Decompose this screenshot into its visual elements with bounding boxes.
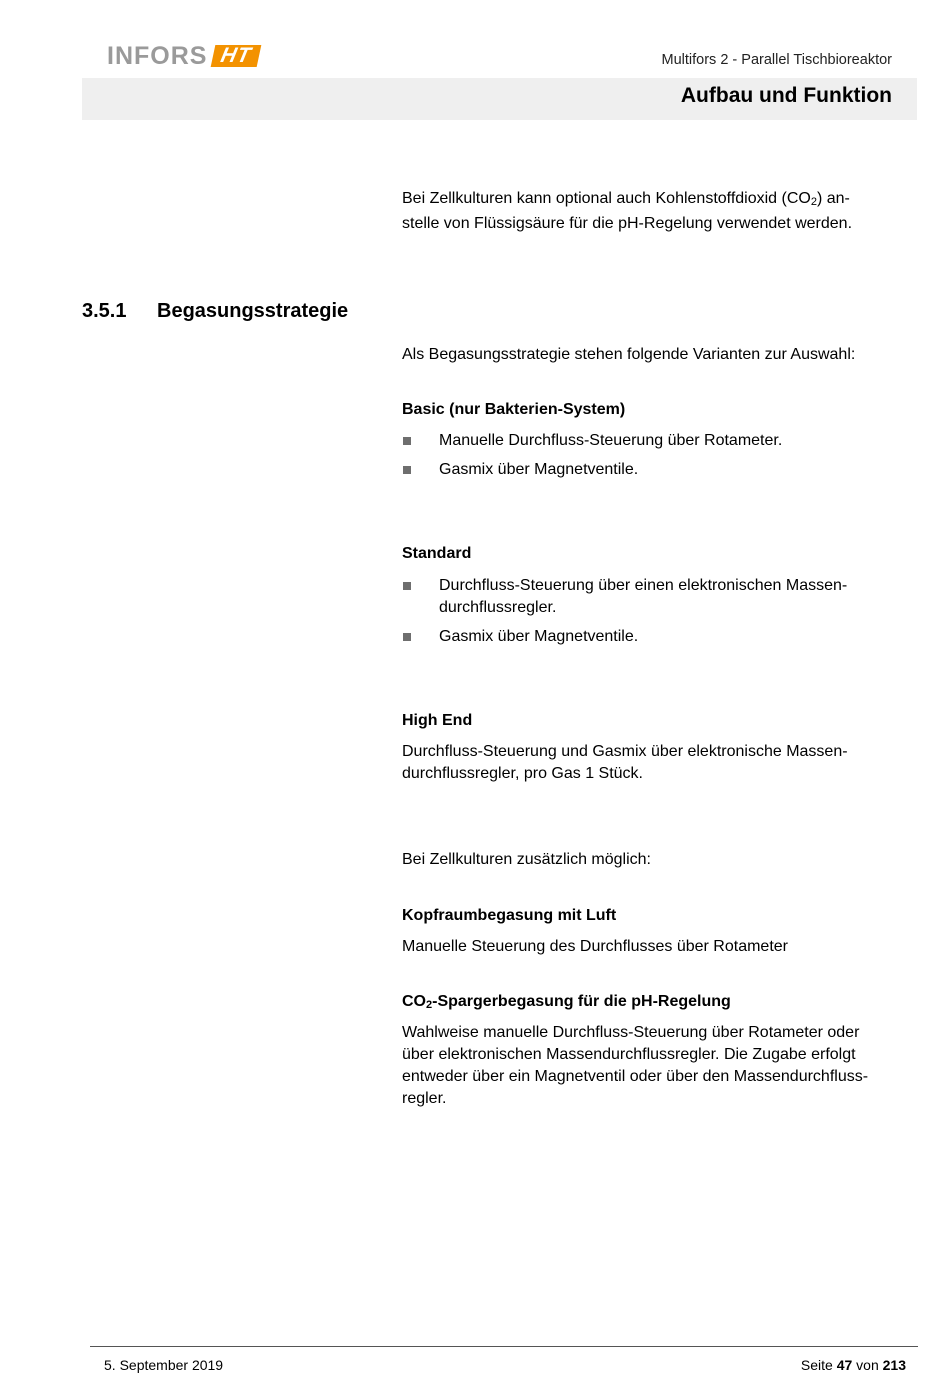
list-item-text: Gasmix über Magnetventile. bbox=[439, 628, 639, 645]
logo-ht-badge: HT bbox=[211, 45, 262, 67]
logo-wordmark: INFORS bbox=[107, 41, 208, 70]
headspace-heading: Kopfraumbegasung mit Luft bbox=[402, 907, 617, 924]
sparger-line: entweder über ein Magnetventil oder über den Massendurchfluss- bbox=[402, 1068, 869, 1085]
headspace-text: Manuelle Steuerung des Durchflusses über Rotameter bbox=[402, 938, 788, 955]
lead-paragraph: Als Begasungsstrategie stehen folgende Varianten zur Auswahl: bbox=[402, 346, 856, 363]
footer-date: 5. September 2019 bbox=[104, 1357, 224, 1373]
page-of: von bbox=[856, 1357, 879, 1373]
page-number bbox=[801, 1357, 906, 1373]
highend-line: Durchfluss-Steuerung und Gasmix über elektronische Massen- bbox=[402, 743, 848, 760]
basic-heading: Basic (nur Bakterien-System) bbox=[402, 401, 626, 418]
bullet-square-icon bbox=[403, 582, 411, 590]
chapter-title: Aufbau und Funktion bbox=[680, 84, 892, 107]
highend-line: durchflussregler, pro Gas 1 Stück. bbox=[402, 765, 643, 782]
intro-line1-end: ) an- bbox=[816, 190, 850, 207]
intro-line2: stelle von Flüssigsäure für die pH-Regelung verwendet werden. bbox=[402, 215, 853, 232]
sparger-heading-text: -Spargerbegasung für die pH-Regelung bbox=[432, 993, 731, 1010]
footer-divider bbox=[90, 1346, 918, 1347]
section-heading bbox=[82, 300, 348, 323]
list-item-text: Gasmix über Magnetventile. bbox=[439, 461, 639, 478]
standard-heading: Standard bbox=[402, 545, 472, 562]
list-item-line: Durchfluss-Steuerung über einen elektronischen Massen- bbox=[439, 577, 848, 594]
sparger-co2-subscript: 2 bbox=[426, 999, 433, 1011]
section-number: 3.5.1 bbox=[82, 300, 127, 322]
highend-heading: High End bbox=[402, 712, 473, 729]
section-title: Begasungsstrategie bbox=[157, 300, 349, 322]
sparger-paragraph bbox=[402, 1022, 912, 1110]
sparger-heading-co: CO bbox=[402, 993, 426, 1010]
list-item-text bbox=[439, 575, 899, 619]
bullet-square-icon bbox=[403, 466, 411, 474]
page-current: 47 bbox=[836, 1357, 853, 1373]
intro-paragraph bbox=[402, 188, 912, 235]
highend-paragraph bbox=[402, 741, 912, 785]
page-prefix: Seite bbox=[800, 1357, 833, 1373]
intro-co2-subscript: 2 bbox=[810, 196, 817, 208]
list-item-line: durchflussregler. bbox=[439, 599, 557, 616]
bullet-square-icon bbox=[403, 437, 411, 445]
bullet-square-icon bbox=[403, 633, 411, 641]
list-item-text: Manuelle Durchfluss-Steuerung über Rotameter. bbox=[439, 432, 783, 449]
document-subtitle: Multifors 2 - Parallel Tischbioreaktor bbox=[661, 52, 892, 68]
cells-note: Bei Zellkulturen zusätzlich möglich: bbox=[402, 851, 651, 868]
sparger-line: über elektronischen Massendurchflussregler. Die Zugabe erfolgt bbox=[402, 1046, 856, 1063]
intro-line1-text: Bei Zellkulturen kann optional auch Kohlenstoffdioxid (CO bbox=[402, 190, 811, 207]
sparger-heading bbox=[402, 993, 731, 1011]
page-total: 213 bbox=[882, 1357, 906, 1373]
sparger-line: regler. bbox=[402, 1090, 447, 1107]
infors-ht-logo bbox=[107, 42, 259, 70]
sparger-line: Wahlweise manuelle Durchfluss-Steuerung über Rotameter oder bbox=[402, 1024, 860, 1041]
